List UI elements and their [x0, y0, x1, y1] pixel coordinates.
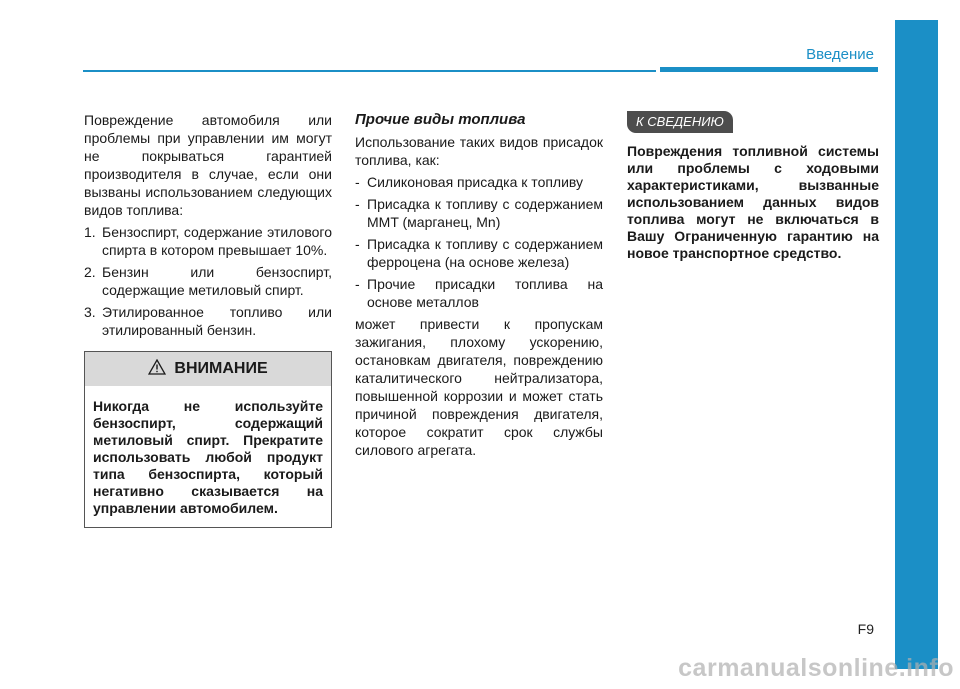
header-rule-accent — [660, 67, 878, 72]
list-item-text: Прочие присадки топлива на основе металлов — [367, 276, 603, 310]
additives-consequences: может привести к пропускам зажигания, плохому ускорению, остановкам двигателя, повреждению каталитического нейтрализатора, повышенной коррозии и может стать причиной повреждения двигателя, которое сократит срок службы силового агрегата. — [355, 316, 603, 458]
list-item-text: Присадка к топливу с содержанием ферроцена (на основе железа) — [367, 236, 603, 270]
warning-box — [84, 351, 332, 528]
list-item — [355, 195, 603, 231]
section-title: Введение — [806, 46, 874, 63]
column-middle — [355, 111, 603, 463]
other-fuels-heading: Прочие виды топлива — [355, 111, 526, 128]
warning-header — [85, 352, 331, 386]
list-item-text: Присадка к топливу с содержанием MMT (марганец, Mn) — [367, 196, 603, 230]
column-right — [627, 111, 879, 262]
list-item — [355, 275, 603, 311]
list-marker: 3. — [84, 304, 96, 320]
list-marker: - — [355, 236, 360, 252]
list-marker: 2. — [84, 264, 96, 280]
list-marker: - — [355, 174, 360, 190]
warning-triangle-icon — [148, 359, 166, 380]
list-item-text: Бензоспирт, содержание этилового спирта в котором превышает 10%. — [102, 224, 332, 258]
chapter-side-tab — [895, 20, 938, 669]
list-marker: - — [355, 276, 360, 292]
warning-title: ВНИМАНИЕ — [174, 360, 268, 377]
list-item — [84, 263, 332, 299]
column-left — [84, 111, 332, 528]
list-item-text: Этилированное топливо или этилированный бензин. — [102, 304, 332, 338]
list-item — [355, 173, 603, 191]
list-marker: - — [355, 196, 360, 212]
watermark: carmanualsonline.info — [678, 654, 954, 682]
notice-badge: К СВЕДЕНИЮ — [627, 111, 733, 133]
list-item — [355, 235, 603, 271]
notice-body: Повреждения топливной системы или проблемы с ходовыми характеристиками, вызванные использованием данных видов топлива могут не включаться в Вашу Ограниченную гарантию на новое транспортное средство. — [627, 143, 879, 261]
warning-body: Никогда не используйте бензоспирт, содержащий метиловый спирт. Прекратите использовать любой продукт типа бензоспирта, который негативно сказывается на управлении автомобилем. — [93, 398, 323, 516]
list-marker: 1. — [84, 224, 96, 240]
list-item-text: Силиконовая присадка к топливу — [367, 174, 584, 190]
list-item — [84, 223, 332, 259]
list-item-text: Бензин или бензоспирт, содержащие метиловый спирт. — [102, 264, 332, 298]
fuel-warranty-intro: Повреждение автомобиля или проблемы при управлении им могут не покрываться гарантией производителя в случае, если они вызваны использованием следующих видов топлива: — [84, 112, 332, 218]
list-item — [84, 303, 332, 339]
page-number: F9 — [857, 621, 874, 637]
header-rule — [83, 70, 656, 72]
additives-intro: Использование таких видов присадок топлива, как: — [355, 134, 603, 168]
